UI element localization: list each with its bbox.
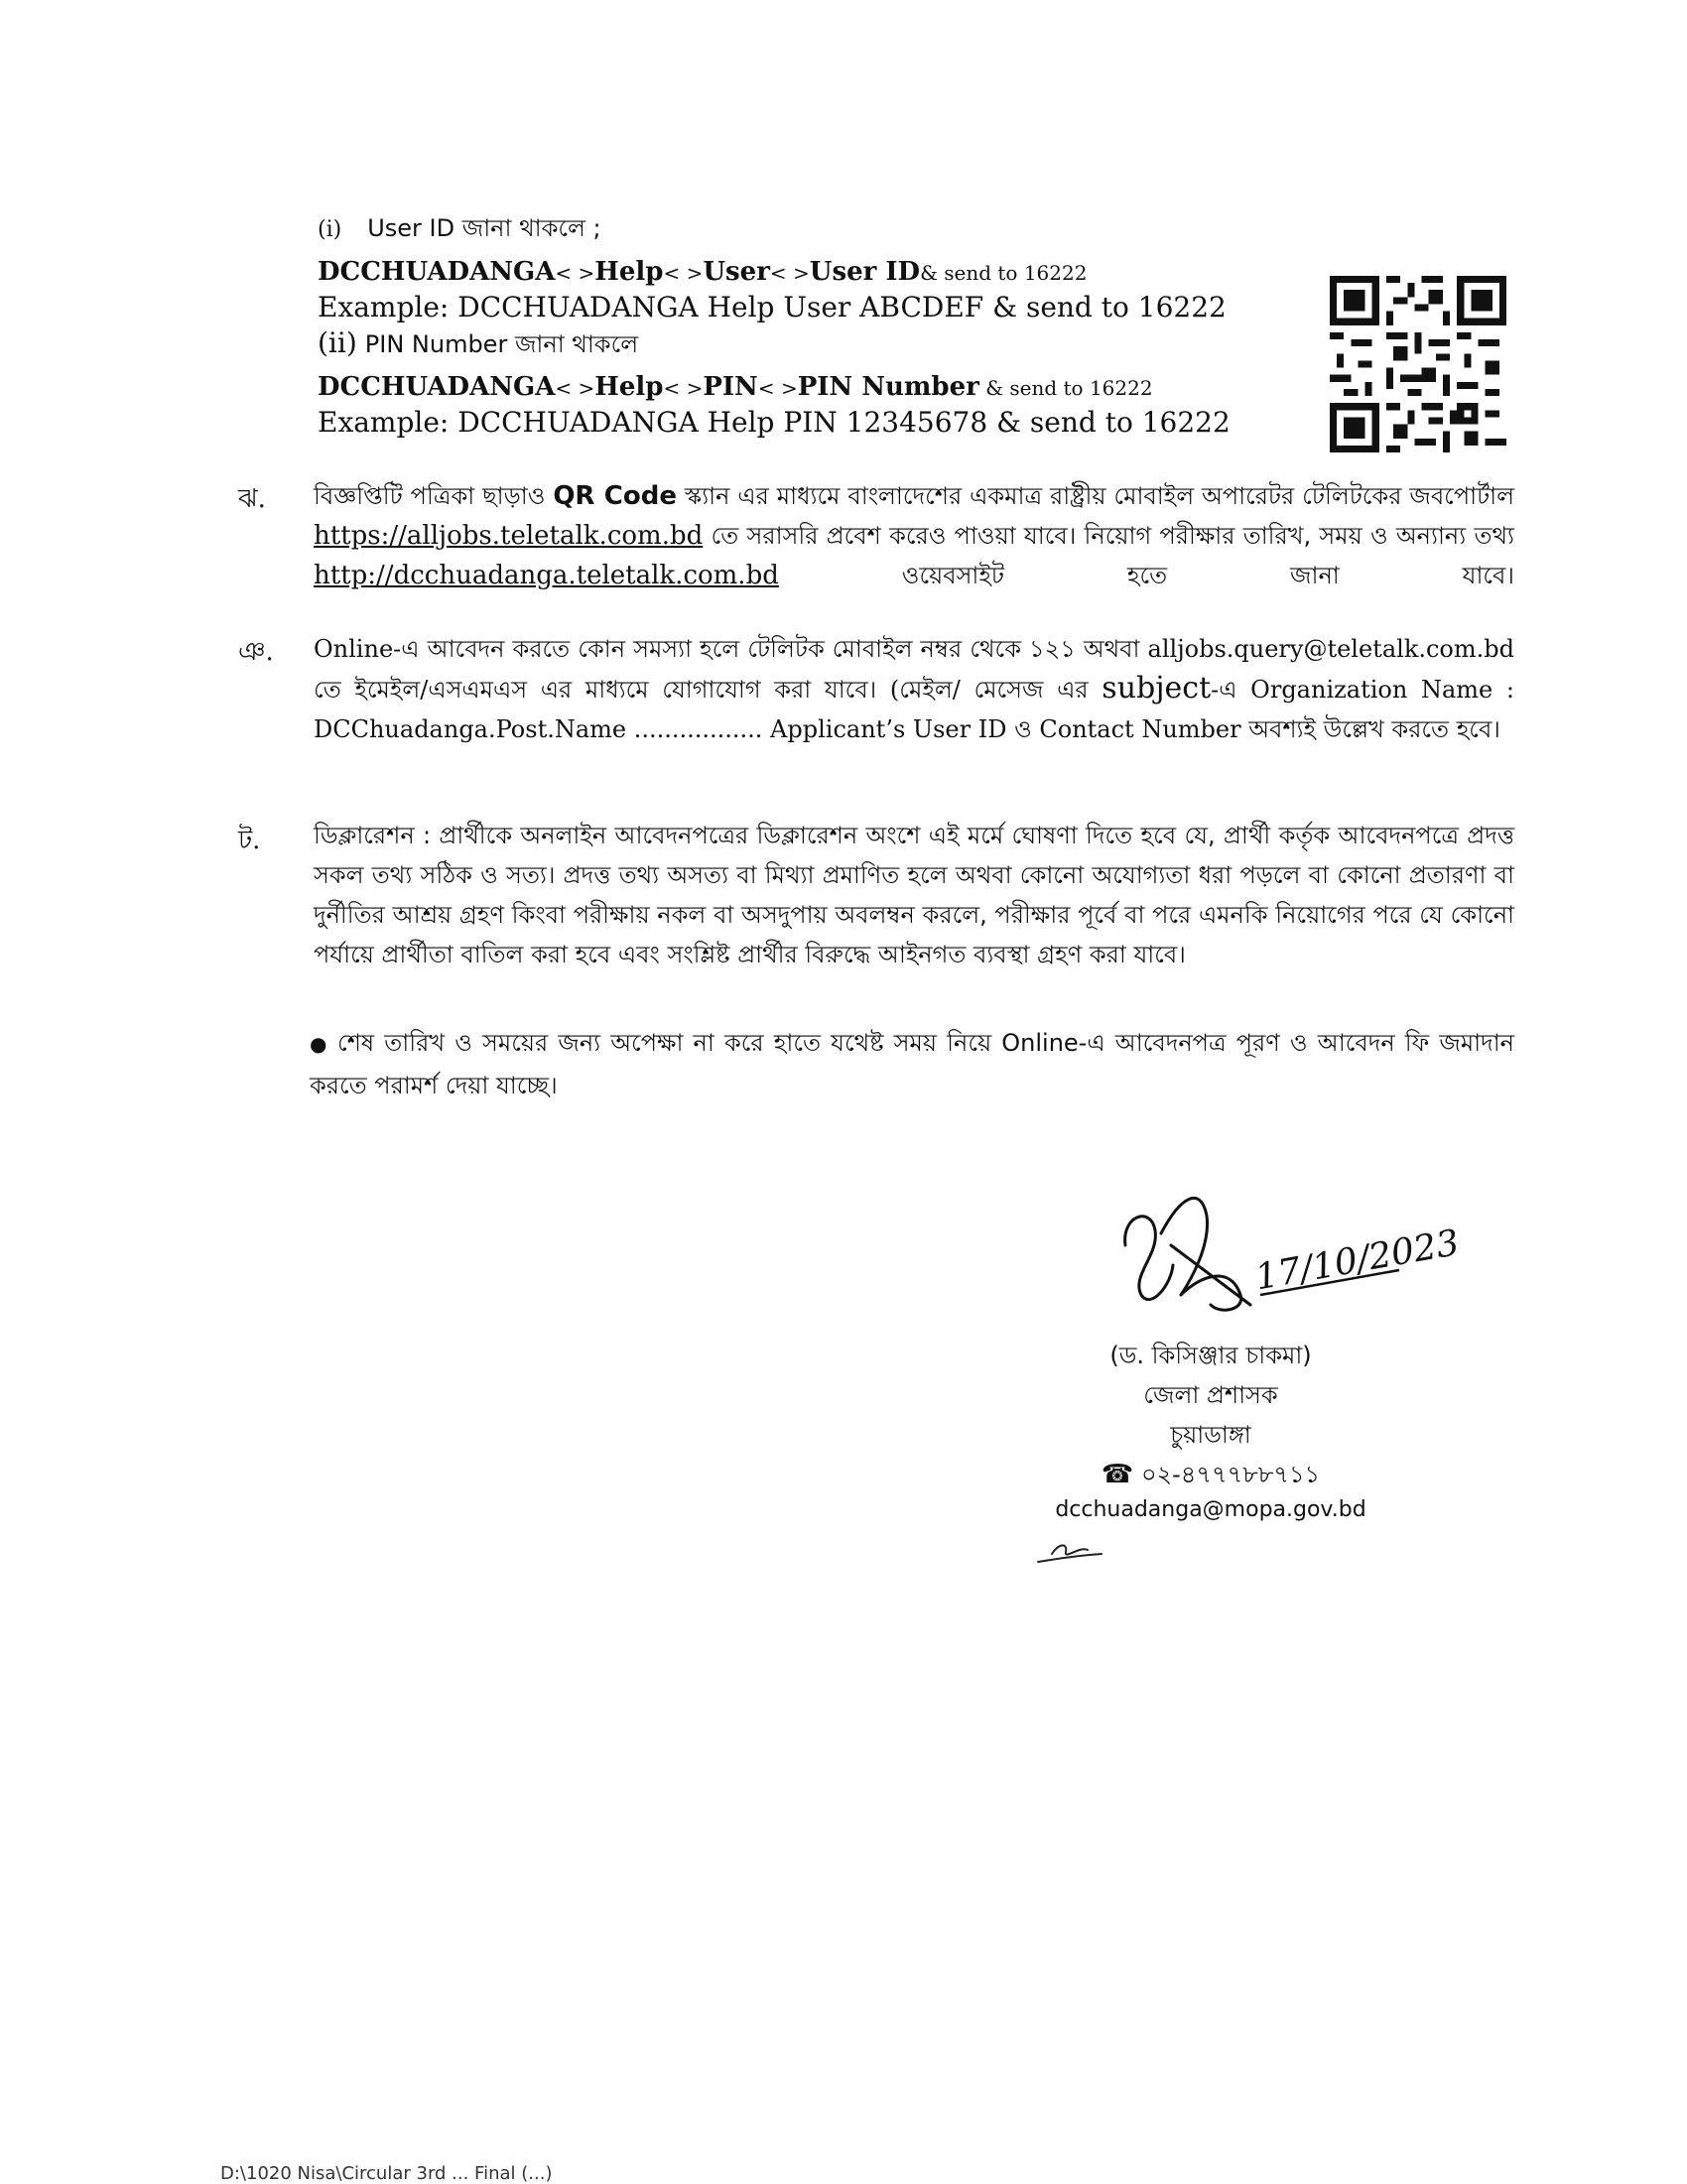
section-jha-text: ওয়েবসাইট হতে জানা যাবে। [778, 562, 1514, 589]
sms-userid-example: Example: DCCHUADANGA Help User ABCDEF & send to 16222 [318, 291, 1227, 323]
sms-separator: < > [555, 376, 595, 400]
alljobs-link[interactable]: https://alljobs.teletalk.com.bd [314, 521, 704, 551]
signatory-email: dcchuadanga@mopa.gov.bd [1055, 1497, 1366, 1522]
sms-help-keyword: Help [594, 372, 664, 402]
initials-mark [1032, 1534, 1111, 1570]
sms-pin-example: Example: DCCHUADANGA Help PIN 12345678 & send to 16222 [318, 406, 1231, 439]
sms-userid-heading [318, 210, 601, 248]
subject-word: subject [1102, 671, 1212, 706]
signatory-name: (ড. কিসিঞ্জার চাকমা) [1109, 1342, 1312, 1369]
signatory-designation: জেলা প্রশাসক [1143, 1381, 1278, 1409]
sms-pinnumber-keyword: PIN Number [797, 372, 979, 402]
footer-file-path: D:\1020 Nisa\Circular 3rd ... Final (...) [220, 2163, 553, 2184]
sms-separator: < > [757, 376, 798, 400]
section-marker-nya: ঞ. [238, 637, 274, 667]
signatory-phone [1002, 1455, 1419, 1494]
sms-send-to: & send to 16222 [920, 261, 1088, 285]
bullet-icon: ● [310, 1032, 329, 1056]
sms-code: DCCHUADANGA [318, 372, 556, 402]
sms-userid-keyword: User ID [809, 257, 921, 287]
roman-marker-i: (i) [318, 217, 342, 242]
sms-user-keyword: User [703, 257, 770, 287]
section-nya-text: -এ Organization Name : DCChuadanga.Post.Name ................. Applicant’s User ID ও Contact Number অবশ্যই উল্লেখ করতে হবে। [314, 676, 1514, 743]
section-marker-jha: ঝ. [238, 484, 266, 514]
sms-pin-format [318, 369, 1153, 406]
declaration-paragraph: ডিক্লারেশন : প্রার্থীকে অনলাইন আবেদনপত্রের ডিক্লারেশন অংশে এই মর্মে ঘোষণা দিতে হবে যে, প্রার্থী কর্তৃক আবেদনপত্রে প্রদত্ত সকল তথ্য সঠিক ও সত্য। প্রদত্ত তথ্য অসত্য বা মিথ্যা প্রমাণিত হলে অথবা কোনো অযোগ্যতা ধরা পড়লে বা কোনো প্রতারণা বা দুর্নীতির আশ্রয় গ্রহণ কিংবা পরীক্ষায় নকল বা অসদুপায় অবলম্বন করলে, পরীক্ষার পূর্বে বা পরে এমনকি নিয়োগের পরে যে কোনো পর্যায়ে প্রার্থীতা বাতিল করা হবে এবং সংশ্লিষ্ট প্রার্থীর বিরুদ্ধে আইনগত ব্যবস্থা গ্রহণ করা যাবে। [314, 822, 1514, 968]
roman-marker-ii: (ii) [318, 326, 357, 359]
sms-separator: < > [769, 261, 810, 285]
section-jha-text: স্ক্যান এর মাধ্যমে বাংলাদেশের একমাত্র রাষ্ট্রীয় মোবাইল অপারেটর টেলিটকের জবপোর্টাল [677, 482, 1514, 510]
section-marker-ta: ট. [238, 826, 261, 855]
section-nya-paragraph [314, 629, 1514, 749]
signatory-district: চুয়াডাঙ্গা [1170, 1421, 1251, 1449]
sms-code: DCCHUADANGA [318, 257, 556, 287]
sms-userid-format [318, 254, 1087, 291]
sms-separator: < > [663, 261, 704, 285]
advice-note-text: শেষ তারিখ ও সময়ের জন্য অপেক্ষা না করে হাতে যথেষ্ট সময় নিয়ে Online-এ আবেদনপত্র পূরণ ও আবেদন ফি জমাদান করতে পরামর্শ দেয়া যাচ্ছে। [310, 1029, 1514, 1099]
telephone-icon: ☎ [1101, 1460, 1134, 1489]
section-jha-text: বিজ্ঞপ্তিটি পত্রিকা ছাড়াও [314, 482, 554, 510]
qr-code-label: QR Code [553, 481, 677, 511]
sms-userid-label: User ID জানা থাকলে ; [367, 214, 601, 242]
dcchuadanga-link[interactable]: http://dcchuadanga.teletalk.com.bd [314, 561, 779, 590]
sms-pin-label: PIN Number জানা থাকলে [364, 330, 639, 358]
advice-note [310, 1022, 1514, 1106]
section-jha-paragraph [314, 476, 1514, 595]
sms-send-to: & send to 16222 [978, 376, 1153, 400]
section-jha-text: তে সরাসরি প্রবেশ করেও পাওয়া যাবে। নিয়োগ পরীক্ষার তারিখ, সময় ও অন্যান্য তথ্য [703, 522, 1514, 550]
sms-separator: < > [555, 261, 595, 285]
sms-pin-heading [318, 325, 638, 362]
qr-code-image [1330, 276, 1506, 452]
sms-help-keyword: Help [594, 257, 664, 287]
section-nya-text: Online-এ আবেদন করতে কোন সমস্যা হলে টেলিটক মোবাইল নম্বর থেকে ১২১ অথবা alljobs.query@teletalk.com.bd তে ইমেইল/এসএমএস এর মাধ্যমে যোগাযোগ করা যাবে। (মেইল/ মেসেজ এর [314, 635, 1514, 704]
sms-separator: < > [663, 376, 704, 400]
phone-number: ০২-৪৭৭৭৮৮৭১১ [1140, 1461, 1321, 1488]
sms-pin-keyword: PIN [703, 372, 758, 402]
signature-date: 17/10/2023 [1252, 1221, 1463, 1299]
